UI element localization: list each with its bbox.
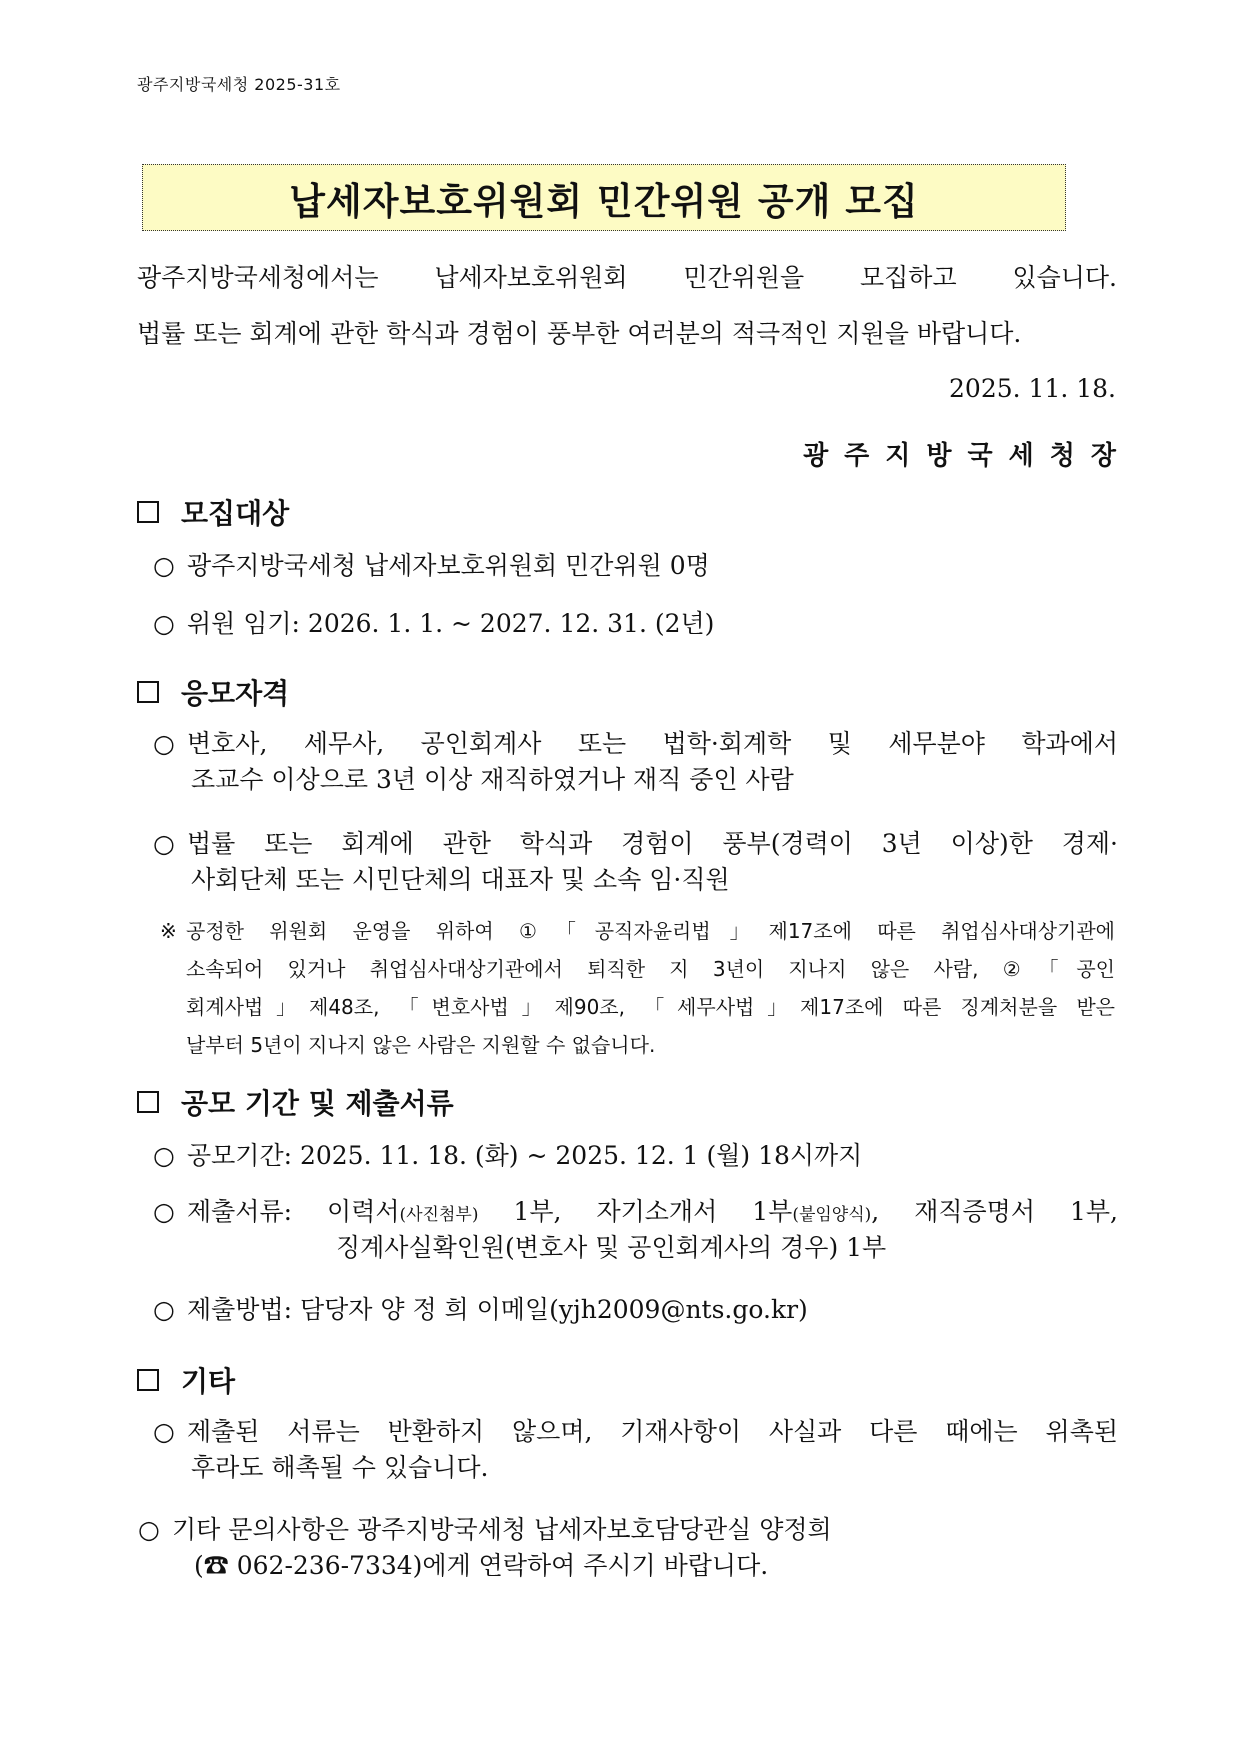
checkbox-square-icon [137, 1091, 159, 1113]
circle-bullet-icon: ○ [153, 609, 175, 638]
list-item [153, 1138, 1118, 1174]
title-box [142, 164, 1066, 231]
circle-bullet-icon: ○ [153, 829, 175, 858]
list-item [153, 548, 1118, 584]
section-heading-label: 모집대상 [181, 497, 290, 530]
documents-line-2: 징계사실확인원(변호사 및 공인회계사의 경우) 1부 [336, 1233, 887, 1263]
intro-line-1: 광주지방국세청에서는 납세자보호위원회 민간위원을 모집하고 있습니다. [137, 263, 1117, 292]
documents-employment: , 재직증명서 1부, [871, 1197, 1118, 1226]
note-line-2: 소속되어 있거나 취업심사대상기관에서 퇴직한 지 3년이 지나지 않은 사람, ②「공인 [186, 957, 1115, 981]
list-item [153, 606, 1118, 642]
submission-method-text: 제출방법: 담당자 양 정 희 이메일(yjh2009@nts.go.kr) [187, 1295, 808, 1324]
qualification-1-line-1: 변호사, 세무사, 공인회계사 또는 법학·회계학 및 세무분야 학과에서 [187, 729, 1118, 758]
checkbox-square-icon [137, 501, 159, 523]
circle-bullet-icon: ○ [153, 1295, 175, 1324]
intro-line-2: 법률 또는 회계에 관한 학식과 경험이 풍부한 여러분의 적극적인 지원을 바랍니다. [137, 319, 1022, 348]
qualification-2-line-2: 사회단체 또는 시민단체의 대표자 및 소속 임·직원 [191, 865, 730, 895]
list-item [153, 1292, 1118, 1328]
list-item: ○ 기타 문의사항은 광주지방국세청 납세자보호담당관실 양정희 (☎ 062-236-7334)에게 연락하여 주시기 바랍니다. [138, 1512, 1103, 1585]
list-item [153, 1194, 1118, 1267]
note-line-1: 공정한 위원회 운영을 위하여 ①「공직자윤리법」제17조에 따른 취업심사대상기관에 [186, 919, 1115, 943]
section-heading-qualification [137, 672, 289, 712]
note-line-3: 회계사법」제48조, 「변호사법」제90조, 「세무사법」제17조에 따른 징계처분을 받은 [186, 995, 1115, 1019]
contact-line-1: 기타 문의사항은 광주지방국세청 납세자보호담당관실 양정희 [172, 1515, 832, 1544]
section-heading-etc [137, 1360, 235, 1400]
circle-bullet-icon: ○ [153, 1141, 175, 1170]
phone-icon: ☎ [203, 1551, 229, 1581]
recruit-count-text: 광주지방국세청 납세자보호위원회 민간위원 0명 [187, 551, 710, 580]
circle-bullet-icon: ○ [153, 729, 175, 758]
checkbox-square-icon [137, 1369, 159, 1391]
etc-line-2: 후라도 해촉될 수 있습니다. [191, 1453, 489, 1483]
qualification-2-line-1: 법률 또는 회계에 관한 학식과 경험이 풍부(경력이 3년 이상)한 경제· [187, 829, 1118, 858]
announcement-date: 2025. 11. 18. [949, 374, 1116, 403]
circle-bullet-icon: ○ [153, 1197, 175, 1226]
page-title: 납세자보호위원회 민간위원 공개 모집 [289, 179, 919, 223]
section-heading-label: 응모자격 [181, 677, 290, 710]
documents-label: 제출서류: [187, 1197, 293, 1226]
section-heading-label: 기타 [181, 1365, 236, 1398]
documents-intro-note: (붙임양식) [792, 1205, 872, 1225]
reference-mark-icon: ※ [160, 919, 177, 943]
circle-bullet-icon: ○ [153, 551, 175, 580]
list-item [153, 1414, 1118, 1487]
contact-line-2: 062-236-7334)에게 연락하여 주시기 바랍니다. [228, 1551, 769, 1581]
note-line-4: 날부터 5년이 지나지 않은 사람은 지원할 수 없습니다. [186, 1033, 656, 1057]
etc-line-1: 제출된 서류는 반환하지 않으며, 기재사항이 사실과 다른 때에는 위촉된 [187, 1417, 1118, 1446]
application-period-text: 공모기간: 2025. 11. 18. (화) ~ 2025. 12. 1 (월) 18시까지 [187, 1141, 863, 1170]
list-item [153, 826, 1118, 899]
issuer-name: 광주지방국세청장 [803, 441, 1132, 471]
list-item [153, 726, 1118, 799]
exclusion-note [160, 912, 1115, 1064]
documents-intro: 1부, 자기소개서 1부 [478, 1197, 793, 1226]
section-heading-period-docs [137, 1082, 454, 1122]
section-heading-recruit-target [137, 492, 289, 532]
circle-bullet-icon: ○ [138, 1515, 160, 1544]
checkbox-square-icon [137, 681, 159, 703]
term-text: 위원 임기: 2026. 1. 1. ~ 2027. 12. 31. (2년) [187, 609, 715, 638]
documents-resume-note: (사진첨부) [399, 1205, 479, 1225]
section-heading-label: 공모 기간 및 제출서류 [181, 1087, 454, 1120]
documents-resume: 이력서 [327, 1197, 400, 1226]
qualification-1-line-2: 조교수 이상으로 3년 이상 재직하였거나 재직 중인 사람 [191, 765, 794, 795]
circle-bullet-icon: ○ [153, 1417, 175, 1446]
document-number: 광주지방국세청 2025-31호 [137, 75, 341, 94]
